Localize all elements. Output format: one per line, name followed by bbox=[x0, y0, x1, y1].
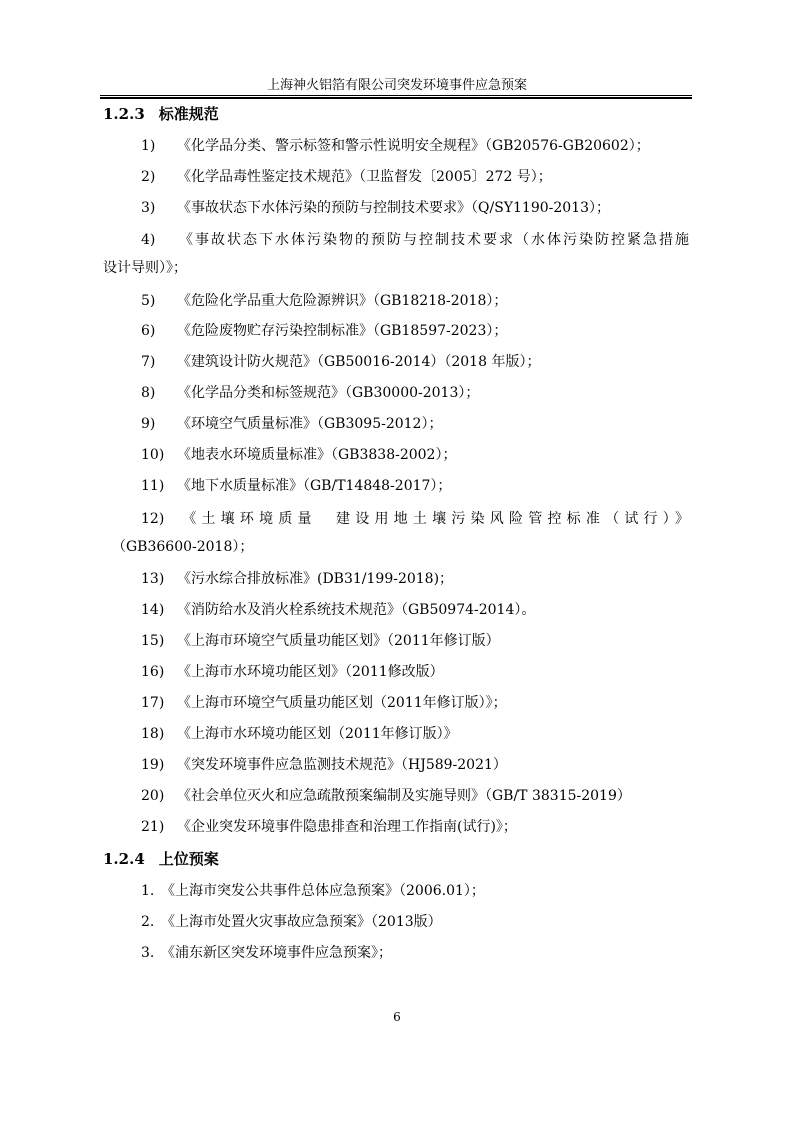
list-item-text-continued: （GB36600-2018）； bbox=[112, 539, 254, 555]
list-item-text: 《事故状态下水体污染的预防与控制技术要求》（Q/SY1190-2013）； bbox=[177, 200, 611, 216]
list-item bbox=[141, 913, 442, 931]
section-title: 上位预案 bbox=[158, 850, 219, 868]
list-item-number: 3. bbox=[141, 945, 155, 961]
list-item-text: 《污水综合排放标准》(DB31/199-2018)； bbox=[177, 571, 454, 587]
list-item-text: 《危险化学品重大危险源辨识》（GB18218-2018）； bbox=[177, 293, 508, 309]
list-item-text: 《企业突发环境事件隐患排查和治理工作指南(试行)》； bbox=[177, 819, 517, 835]
list-item-number: 18) bbox=[141, 726, 165, 742]
list-item bbox=[141, 944, 392, 962]
list-item-text: 《上海市环境空气质量功能区划（2011年修订版）》； bbox=[177, 695, 507, 711]
list-item-number: 7) bbox=[141, 354, 156, 370]
list-item-text: 《建筑设计防火规范》（GB50016-2014）（2018 年版）； bbox=[177, 354, 541, 370]
list-item-text-continued: 设计导则）》； bbox=[103, 260, 187, 276]
list-item-number: 12) bbox=[141, 511, 165, 527]
document-header-title: 上海神火铝箔有限公司突发环境事件应急预案 bbox=[266, 78, 527, 93]
list-item-number: 13) bbox=[141, 571, 165, 587]
list-item bbox=[141, 137, 650, 155]
list-item-text: 《地下水质量标准》（GB/T14848-2017）； bbox=[177, 478, 452, 494]
list-item-line bbox=[112, 505, 689, 533]
list-item bbox=[141, 787, 631, 805]
list-item bbox=[141, 570, 453, 588]
list-item-text: 《化学品分类和标签规范》（GB30000-2013）； bbox=[177, 385, 480, 401]
list-item-text: 《上海市处置火灾事故应急预案》（2013版） bbox=[161, 914, 442, 930]
list-item-number: 19) bbox=[141, 757, 165, 773]
list-item-number: 14) bbox=[141, 602, 165, 618]
list-item-number: 17) bbox=[141, 695, 165, 711]
list-item-number: 2. bbox=[141, 914, 155, 930]
list-item bbox=[112, 505, 689, 561]
list-item bbox=[141, 477, 451, 495]
list-item-number: 20) bbox=[141, 788, 165, 804]
list-item bbox=[141, 725, 458, 743]
list-item bbox=[141, 292, 507, 310]
header-divider-thin bbox=[100, 95, 692, 96]
list-item-text: 《化学品分类、警示标签和警示性说明安全规程》（GB20576-GB20602）； bbox=[177, 138, 650, 154]
list-item-number: 11) bbox=[141, 478, 165, 494]
list-item bbox=[141, 415, 442, 433]
list-item bbox=[141, 818, 517, 836]
list-item-number: 21) bbox=[141, 819, 165, 835]
list-item-text: 《突发环境事件应急监测技术规范》（HJ589-2021） bbox=[177, 757, 507, 773]
list-item-number: 15) bbox=[141, 633, 165, 649]
list-item bbox=[141, 601, 535, 619]
list-item-number: 1) bbox=[141, 138, 156, 154]
list-item-text: 《地表水环境质量标准》（GB3838-2002）； bbox=[177, 447, 457, 463]
list-item-text: 《社会单位灭火和应急疏散预案编制及实施导则》（GB/T 38315-2019） bbox=[177, 788, 631, 804]
list-item-text: 《消防给水及消火栓系统技术规范》（GB50974-2014）。 bbox=[177, 602, 536, 618]
list-item-text: 《上海市水环境功能区划（2011年修订版）》 bbox=[177, 726, 458, 742]
list-item bbox=[103, 226, 689, 282]
list-item bbox=[141, 384, 479, 402]
list-item bbox=[141, 882, 485, 900]
list-item bbox=[141, 199, 610, 217]
list-item bbox=[141, 694, 507, 712]
list-item bbox=[141, 446, 456, 464]
list-item-number: 6) bbox=[141, 323, 156, 339]
list-item-number: 9) bbox=[141, 416, 156, 432]
list-item-number: 1. bbox=[141, 883, 155, 899]
list-item-number: 5) bbox=[141, 293, 156, 309]
section-heading-upper-plans bbox=[103, 850, 219, 868]
list-item-text: 《事故状态下水体污染物的预防与控制技术要求（水体污染防控紧急措施 bbox=[177, 232, 689, 248]
list-item-text: 《危险废物贮存污染控制标准》（GB18597-2023）； bbox=[177, 323, 508, 339]
list-item-text: 《环境空气质量标准》（GB3095-2012）； bbox=[177, 416, 443, 432]
list-item-text: 《上海市环境空气质量功能区划》（2011年修订版） bbox=[177, 633, 500, 649]
section-number: 1.2.3 bbox=[103, 105, 145, 123]
list-item-text: 《上海市水环境功能区划》（2011修改版） bbox=[177, 664, 444, 680]
list-item-number: 4) bbox=[141, 232, 156, 248]
list-item-line bbox=[103, 226, 689, 254]
list-item bbox=[141, 663, 444, 681]
section-title: 标准规范 bbox=[158, 105, 219, 123]
section-number: 1.2.4 bbox=[103, 850, 145, 868]
list-item bbox=[141, 168, 552, 186]
list-item-text: 《化学品毒性鉴定技术规范》（卫监督发〔2005〕272 号）； bbox=[177, 169, 552, 185]
list-item-number: 2) bbox=[141, 169, 156, 185]
list-item-number: 3) bbox=[141, 200, 156, 216]
list-item bbox=[141, 756, 507, 774]
page-number: 6 bbox=[393, 1010, 401, 1024]
list-item-number: 10) bbox=[141, 447, 165, 463]
list-item bbox=[141, 353, 540, 371]
list-item bbox=[141, 322, 507, 340]
section-heading-standards bbox=[103, 105, 219, 123]
list-item-text: 《土壤环境质量 建设用地土壤污染风险管控标准（试行）》 bbox=[177, 511, 689, 527]
header-divider-thick bbox=[100, 97, 692, 99]
list-item-text: 《浦东新区突发环境事件应急预案》； bbox=[161, 945, 392, 961]
list-item bbox=[141, 632, 500, 650]
list-item-text: 《上海市突发公共事件总体应急预案》（2006.01）； bbox=[161, 883, 485, 899]
list-item-number: 16) bbox=[141, 664, 165, 680]
list-item-number: 8) bbox=[141, 385, 156, 401]
